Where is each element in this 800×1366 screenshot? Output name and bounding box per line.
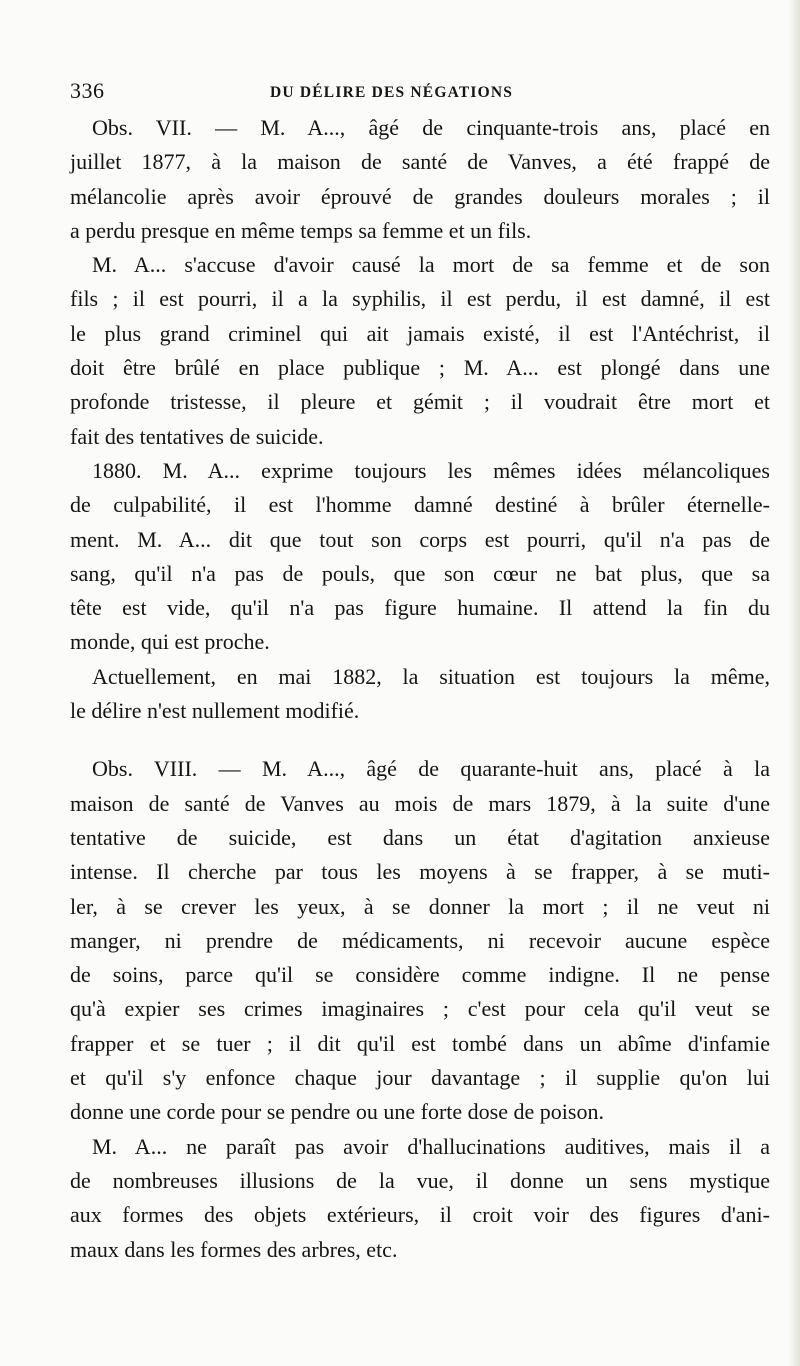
text-line: juillet 1877, à la maison de santé de Vanves, a été frappé de (70, 149, 770, 175)
text-line: a perdu presque en même temps sa femme et un fils. (70, 217, 532, 243)
text-line: M. A... s'accuse d'avoir causé la mort de sa femme et de son (92, 252, 770, 278)
text-line: ler, à se crever les yeux, à se donner la mort ; il ne veut ni (70, 893, 770, 919)
text-line: tentative de suicide, est dans un état d'agitation anxieuse (70, 824, 770, 850)
text-line: fils ; il est pourri, il a la syphilis, il est perdu, il est damné, il est (70, 286, 770, 312)
paragraph-1882 (70, 660, 770, 729)
page-number: 336 (70, 78, 105, 103)
text-line: frapper et se tuer ; il dit qu'il est tombé dans un abîme d'infamie (70, 1030, 770, 1056)
body-text (70, 111, 770, 1267)
text-line: M. A... ne paraît pas avoir d'hallucinations auditives, mais il a (92, 1133, 770, 1159)
running-title: DU DÉLIRE DES NÉGATIONS (270, 84, 514, 101)
text-line: Actuellement, en mai 1882, la situation est toujours la même, (92, 663, 770, 689)
text-line: tête est vide, qu'il n'a pas figure humaine. Il attend la fin du (70, 595, 770, 621)
text-line: qu'à expier ses crimes imaginaires ; c'est pour cela qu'il veut se (70, 996, 770, 1022)
text-line: de culpabilité, il est l'homme damné destiné à brûler éternelle- (70, 492, 770, 518)
text-line: Obs. VIII. — M. A..., âgé de quarante-huit ans, placé à la (92, 756, 770, 782)
text-line: manger, ni prendre de médicaments, ni recevoir aucune espèce (70, 927, 770, 953)
text-line: maux dans les formes des arbres, etc. (70, 1236, 398, 1262)
text-line: sang, qu'il n'a pas de pouls, que son cœur ne bat plus, que sa (70, 560, 770, 586)
paragraph-obs-viii (70, 752, 770, 1129)
text-line: mélancolie après avoir éprouvé de grandes douleurs morales ; il (70, 183, 770, 209)
text-line: intense. Il cherche par tous les moyens à se frapper, à se muti- (70, 859, 770, 885)
page-header (70, 76, 770, 106)
text-line: maison de santé de Vanves au mois de mars 1879, à la suite d'une (70, 790, 770, 816)
paragraph-1880 (70, 454, 770, 660)
text-line: de nombreuses illusions de la vue, il donne un sens mystique (70, 1167, 770, 1193)
page-edge-shadow (788, 0, 800, 1366)
text-line: monde, qui est proche. (70, 629, 270, 655)
text-line: ment. M. A... dit que tout son corps est pourri, qu'il n'a pas de (70, 526, 770, 552)
text-line: fait des tentatives de suicide. (70, 423, 324, 449)
text-line: le plus grand criminel qui ait jamais existé, il est l'Antéchrist, il (70, 320, 770, 346)
section-gap (70, 728, 770, 752)
text-line: doit être brûlé en place publique ; M. A... est plongé dans une (70, 355, 770, 381)
text-line: aux formes des objets extérieurs, il croit voir des figures d'ani- (70, 1202, 770, 1228)
paragraph-obs-vii (70, 111, 770, 248)
text-line: donne une corde pour se pendre ou une forte dose de poison. (70, 1099, 604, 1125)
paragraph-illusions (70, 1130, 770, 1267)
paragraph-accusation (70, 248, 770, 454)
text-line: et qu'il s'y enfonce chaque jour davantage ; il supplie qu'on lui (70, 1065, 770, 1091)
text-line: le délire n'est nullement modifié. (70, 698, 360, 724)
text-line: Obs. VII. — M. A..., âgé de cinquante-trois ans, placé en (92, 115, 770, 140)
text-line: de soins, parce qu'il se considère comme indigne. Il ne pense (70, 962, 770, 988)
text-line: 1880. M. A... exprime toujours les mêmes idées mélancoliques (92, 457, 770, 483)
text-line: profonde tristesse, il pleure et gémit ; il voudrait être mort et (70, 389, 770, 415)
